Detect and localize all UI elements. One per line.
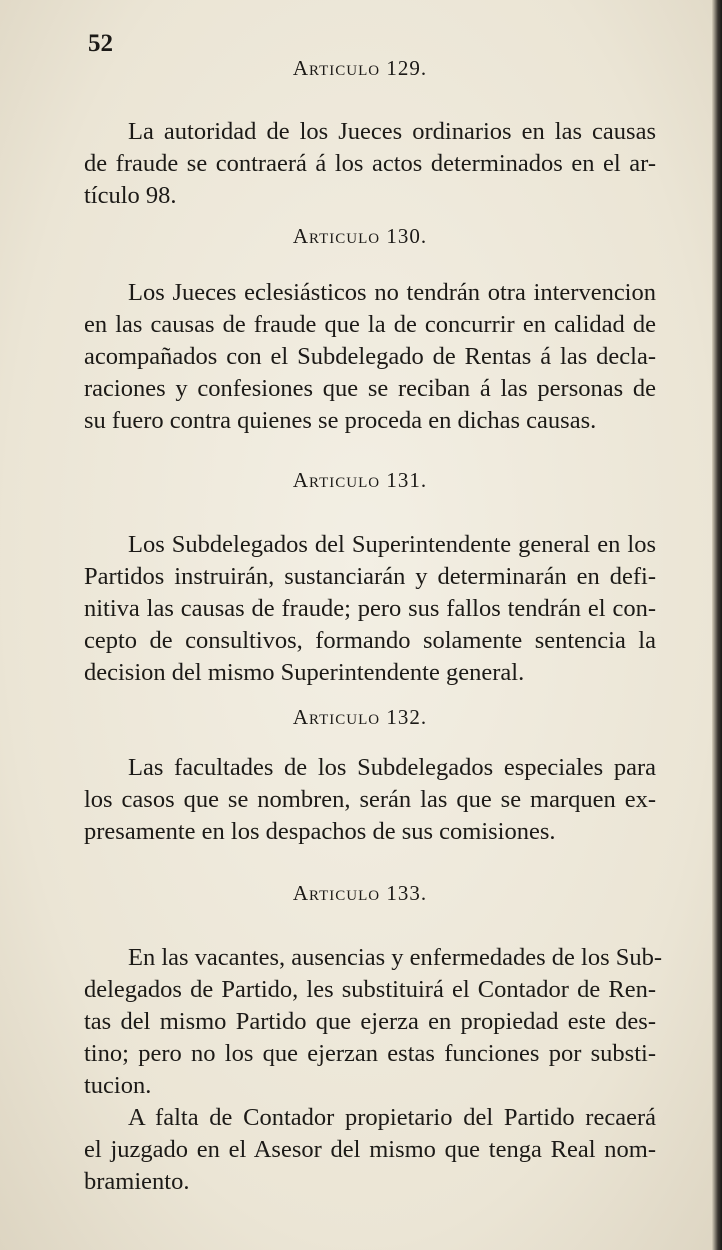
text-line: tículo 98. [84, 182, 177, 209]
page-edge-shadow [712, 0, 722, 1250]
article-132-heading: Articulo 132. [292, 705, 428, 729]
text-line: bramiento. [84, 1168, 190, 1195]
article-129-heading: Articulo 129. [292, 56, 428, 80]
text-line: acompañados con el Subdelegado de Rentas á las decla- [84, 343, 656, 370]
article-133-text-continued [84, 1102, 656, 1198]
text-line: en las causas de fraude que la de concurrir en calidad de [84, 311, 656, 338]
text-line: Partidos instruirán, sustanciarán y determinarán en defi- [84, 563, 656, 590]
text-line: tas del mismo Partido que ejerza en propiedad este des- [84, 1008, 656, 1035]
text-line: raciones y confesiones que se reciban á las personas de [84, 375, 656, 402]
text-line: cepto de consultivos, formando solamente sentencia la [84, 627, 656, 654]
article-132-text [84, 752, 656, 848]
text-line: Las facultades de los Subdelegados especiales para [128, 754, 656, 781]
text-line: tucion. [84, 1072, 152, 1099]
article-133-heading: Articulo 133. [292, 881, 428, 905]
text-line: Los Jueces eclesiásticos no tendrán otra intervencion [128, 279, 656, 306]
article-131-heading: Articulo 131. [292, 468, 428, 492]
text-line: En las vacantes, ausencias y enfermedades de los Sub- [128, 944, 663, 971]
text-line: delegados de Partido, les substituirá el Contador de Ren- [84, 976, 656, 1003]
text-line: tino; pero no los que ejerzan estas funciones por substi- [84, 1040, 656, 1067]
text-line: La autoridad de los Jueces ordinarios en las causas [128, 118, 656, 145]
article-130-text [84, 277, 656, 437]
page-number: 52 [88, 30, 113, 57]
article-129-text [84, 116, 656, 212]
text-line: nitiva las causas de fraude; pero sus fallos tendrán el con- [84, 595, 656, 622]
text-line: decision del mismo Superintendente general. [84, 659, 525, 686]
text-line: Los Subdelegados del Superintendente general en los [128, 531, 656, 558]
text-line: el juzgado en el Asesor del mismo que tenga Real nom- [84, 1136, 656, 1163]
text-line: A falta de Contador propietario del Partido recaerá [128, 1104, 656, 1131]
text-line: de fraude se contraerá á los actos determinados en el ar- [84, 150, 656, 177]
text-line: su fuero contra quienes se proceda en dichas causas. [84, 407, 597, 434]
article-130-heading: Articulo 130. [292, 224, 428, 248]
text-line: los casos que se nombren, serán las que se marquen ex- [84, 786, 656, 813]
text-line: presamente en los despachos de sus comisiones. [84, 818, 556, 845]
article-133-text [84, 942, 663, 1102]
article-131-text [84, 529, 656, 689]
